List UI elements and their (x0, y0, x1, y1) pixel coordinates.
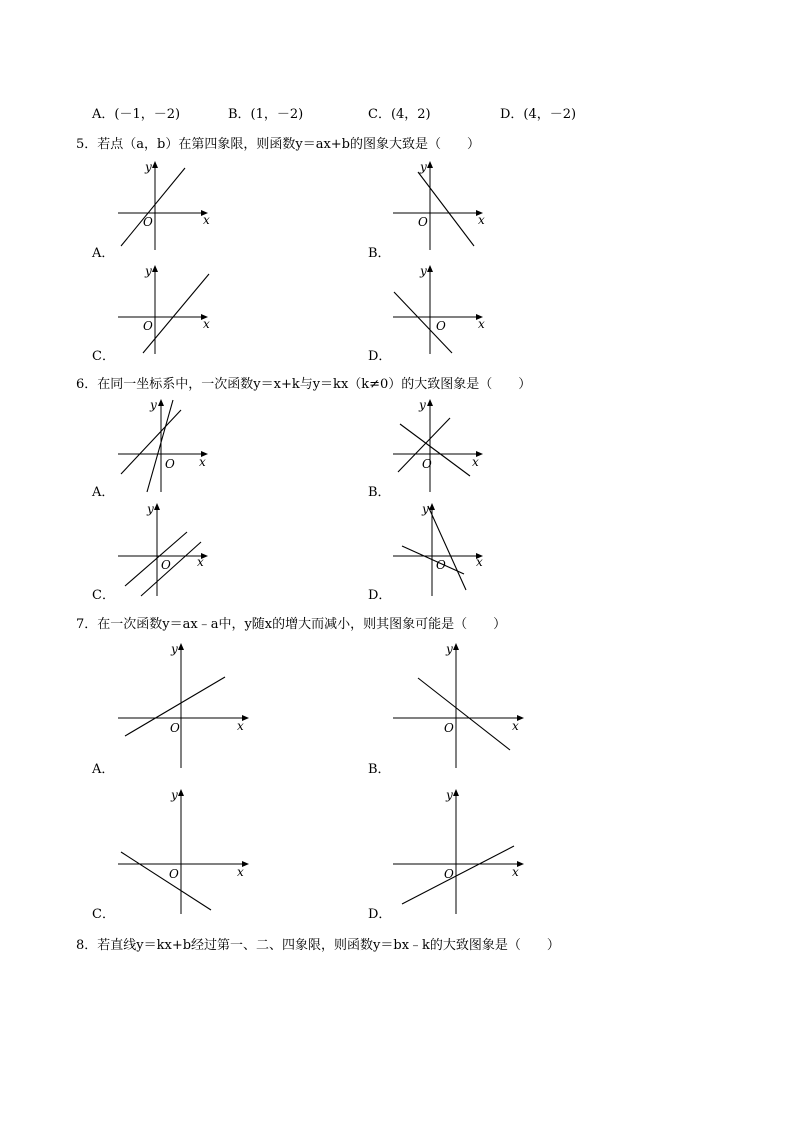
axis-arrow (154, 503, 160, 510)
axis-arrow (453, 643, 459, 650)
axis-x: x (512, 719, 519, 733)
axis-arrow (152, 161, 158, 168)
axis-arrow (427, 399, 433, 406)
function-line (428, 506, 466, 590)
function-line (143, 274, 209, 353)
axis-arrow (427, 265, 433, 272)
q5-graph-d (390, 262, 490, 357)
q6-label-b[interactable]: B． (368, 485, 391, 500)
function-line (147, 400, 173, 492)
axis-x: x (478, 317, 485, 331)
function-line (121, 852, 211, 910)
q7-label-a[interactable]: A． (92, 762, 115, 777)
function-line (141, 542, 201, 596)
q4-option-d[interactable]: D．(4，－2) (500, 107, 577, 122)
q4-option-c[interactable]: C．(4，2) (368, 107, 431, 122)
axis-y: y (147, 502, 154, 516)
axis-x: x (199, 455, 206, 469)
q6-stem: 6．在同一坐标系中，一次函数y＝x+k与y＝kx（k≠0）的大致图象是（ ） (76, 377, 532, 392)
q5-label-a[interactable]: A． (92, 246, 115, 261)
axis-y: y (420, 160, 427, 174)
axis-x: x (203, 317, 210, 331)
origin: O (169, 867, 179, 881)
q6-label-d[interactable]: D． (368, 588, 392, 603)
axis-y: y (145, 160, 152, 174)
q5-graph-c (115, 262, 215, 357)
function-line (400, 424, 470, 476)
origin: O (143, 215, 153, 229)
axis-x: x (472, 455, 479, 469)
q6-graph-c (115, 500, 215, 600)
function-line (402, 846, 514, 904)
q5-stem: 5．若点（a，b）在第四象限，则函数y＝ax+b的图象大致是（ ） (76, 137, 480, 152)
origin: O (444, 721, 454, 735)
axis-y: y (171, 642, 178, 656)
origin: O (418, 215, 428, 229)
q6-graph-b (390, 396, 490, 496)
q4-option-b[interactable]: B．(1，－2) (228, 107, 304, 122)
q8-stem: 8．若直线y＝kx+b经过第一、二、四象限，则函数y＝bx﹣k的大致图象是（ ） (76, 938, 560, 953)
axis-y: y (171, 788, 178, 802)
q5-label-d[interactable]: D． (368, 349, 392, 364)
function-line (125, 532, 187, 586)
q6-graph-a (115, 396, 215, 496)
axis-arrow (427, 161, 433, 168)
axis-x: x (478, 213, 485, 227)
axis-x: x (203, 213, 210, 227)
q7-label-b[interactable]: B． (368, 762, 391, 777)
q5-label-c[interactable]: C． (92, 349, 115, 364)
function-line (121, 168, 185, 246)
q7-stem: 7．在一次函数y＝ax﹣a中，y随x的增大而减小，则其图象可能是（ ） (76, 617, 507, 632)
axis-x: x (512, 865, 519, 879)
q6-label-a[interactable]: A． (92, 485, 115, 500)
axis-y: y (446, 642, 453, 656)
q4-option-a[interactable]: A．(－1，－2) (92, 107, 181, 122)
origin: O (436, 558, 446, 572)
q7-graph-c (115, 786, 255, 916)
axis-x: x (197, 555, 204, 569)
q6-label-c[interactable]: C． (92, 588, 115, 603)
origin: O (444, 867, 454, 881)
q5-graph-b (390, 158, 490, 253)
axis-x: x (237, 865, 244, 879)
origin: O (170, 721, 180, 735)
axis-arrow (152, 265, 158, 272)
origin: O (161, 558, 171, 572)
axis-x: x (476, 555, 483, 569)
origin: O (143, 319, 153, 333)
q5-graph-a (115, 158, 215, 253)
function-line (402, 546, 464, 574)
q5-label-b[interactable]: B． (368, 246, 391, 261)
q7-label-d[interactable]: D． (368, 907, 392, 922)
axis-y: y (150, 398, 157, 412)
axis-arrow (158, 399, 164, 406)
function-line (418, 678, 510, 750)
axis-arrow (178, 789, 184, 796)
axis-arrow (178, 643, 184, 650)
axis-y: y (446, 788, 453, 802)
axis-arrow (453, 789, 459, 796)
axis-x: x (237, 719, 244, 733)
origin: O (422, 457, 432, 471)
axis-y: y (419, 398, 426, 412)
axis-y: y (145, 264, 152, 278)
q6-graph-d (390, 500, 490, 600)
q7-graph-b (390, 640, 530, 770)
origin: O (165, 457, 175, 471)
origin: O (436, 319, 446, 333)
axis-y: y (420, 264, 427, 278)
q7-graph-a (115, 640, 255, 770)
axis-y: y (422, 502, 429, 516)
q7-label-c[interactable]: C． (92, 907, 115, 922)
function-line (418, 172, 474, 246)
q7-graph-d (390, 786, 530, 916)
